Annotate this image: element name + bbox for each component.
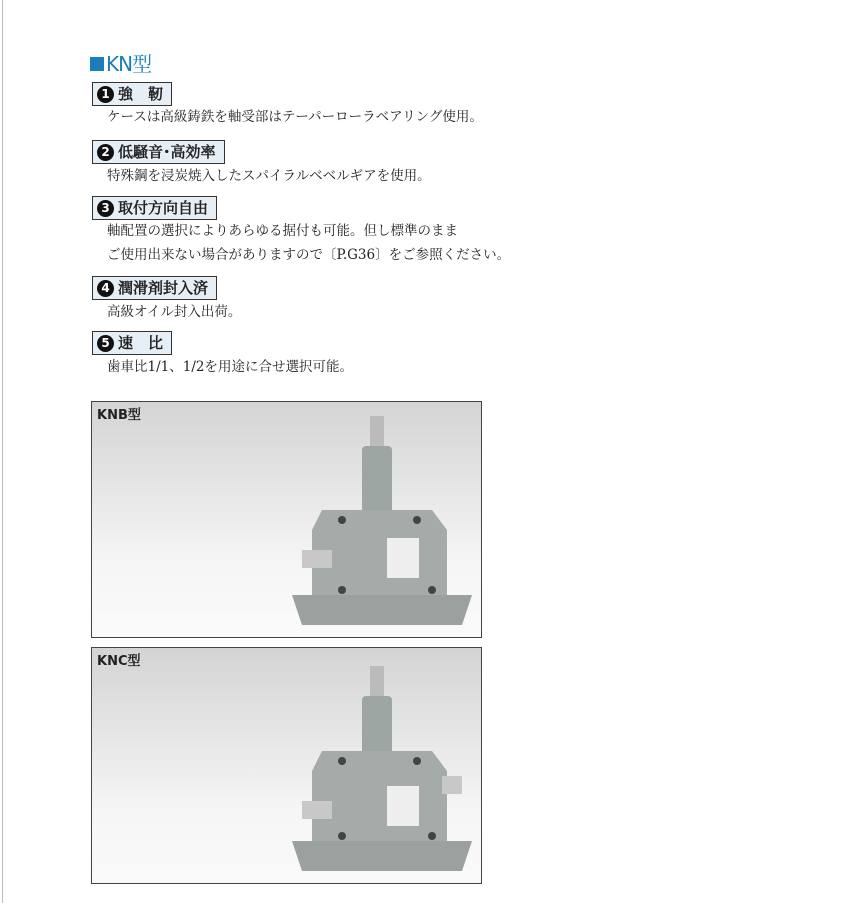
feature-heading-1: 1 強 靭: [92, 82, 172, 106]
feature-heading-2: 2 低騒音･高効率: [92, 140, 225, 164]
feature-text-1: ケースは高級鋳鉄を軸受部はテーパーローラベアリング使用。: [107, 109, 483, 125]
gearbox-image: [192, 656, 472, 881]
page-edge: [2, 0, 3, 903]
photo-label: KNB型: [97, 408, 141, 423]
feature-text-3a: 軸配置の選択によりあらゆる据付も可能。但し標準のまま: [107, 223, 458, 239]
photo-label: KNC型: [97, 654, 141, 669]
page-title: KN型: [90, 48, 151, 77]
feature-text-4: 高級オイル封入出荷。: [107, 304, 242, 320]
feature-heading-5: 5 速 比: [92, 331, 172, 355]
photo-knc: [91, 647, 482, 884]
feature-heading-4: 4 潤滑剤封入済: [92, 276, 217, 300]
feature-text-5: 歯車比1/1、1/2を用途に合せ選択可能。: [107, 359, 353, 375]
feature-text-2: 特殊鋼を浸炭焼入したスパイラルベベルギアを使用。: [107, 168, 431, 184]
gearbox-image: [192, 410, 472, 635]
feature-heading-3: 3 取付方向自由: [92, 196, 217, 220]
photo-knb: [91, 401, 482, 638]
feature-text-3b: ご使用出来ない場合がありますので〔P.G36〕をご参照ください。: [107, 247, 511, 263]
